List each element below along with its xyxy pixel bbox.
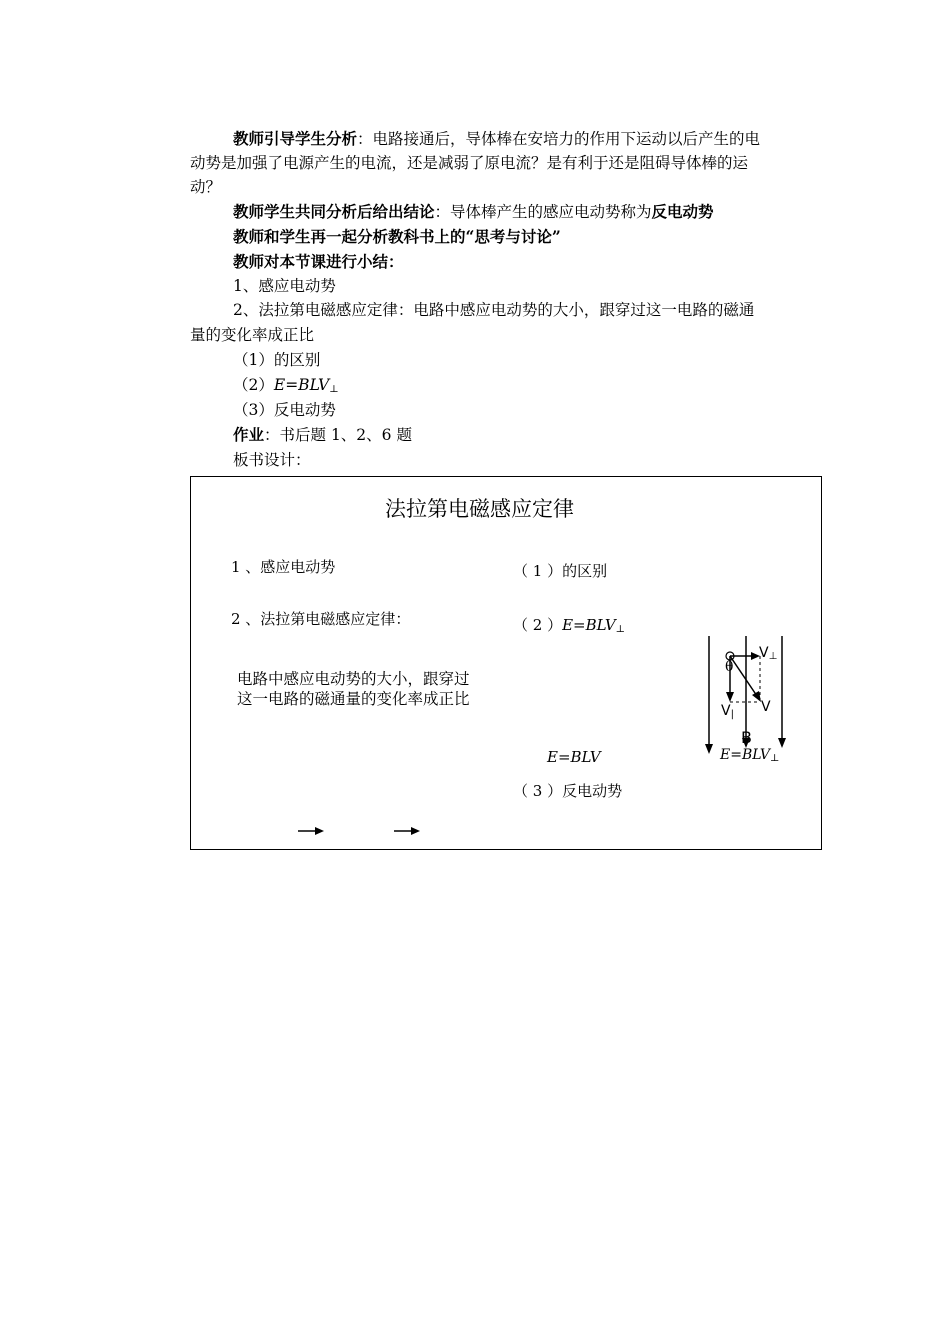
board-title: 法拉第电磁感应定律 xyxy=(385,497,574,521)
diagram-v-parallel-sub: | xyxy=(730,709,734,720)
field-line-icon xyxy=(705,636,713,754)
homework-line xyxy=(233,423,412,447)
diagram-formula-text: E=BLV xyxy=(720,747,770,763)
diagram-label-b: B xyxy=(741,728,752,747)
diagram-label-v-perp xyxy=(759,643,777,667)
paragraph-1-text-1: 电路接通后，导体棒在安培力的作用下运动以后产生的电 xyxy=(372,130,761,148)
summary-item-3: （3）反电动势 xyxy=(233,401,336,419)
paragraph-2-text: ：导体棒产生的感应电动势称为 xyxy=(434,203,652,221)
board-formula-perp: E=BLV xyxy=(562,616,616,634)
formula-subscript-perp: ⊥ xyxy=(329,384,339,395)
field-line-icon xyxy=(778,636,786,748)
paragraph-1-line-2: 动势是加强了电源产生的电流，还是减弱了原电流？是有利于还是阻碍导体棒的运 xyxy=(190,154,749,172)
paragraph-2 xyxy=(233,200,714,224)
label-conclusion: 教师学生共同分析后给出结论 xyxy=(233,202,435,221)
diagram-v-perp: V xyxy=(759,645,769,661)
arrow-right-icon xyxy=(394,827,420,835)
v-perp-arrow-icon xyxy=(730,652,760,660)
board-formula-mid: E=BLV xyxy=(547,748,601,766)
summary-item-2a: （1）的区别 xyxy=(233,351,321,369)
diagram-v-parallel: V xyxy=(721,703,731,719)
summary-item-2-line-1: 2、法拉第电磁感应定律：电路中感应电动势的大小，跟穿过这一电路的磁通 xyxy=(233,301,755,319)
label-teacher-guides: 教师引导学生分析 xyxy=(233,129,358,148)
board-right-item-1: （ 1 ）的区别 xyxy=(513,562,608,580)
summary-item-2b-prefix: （2） xyxy=(233,376,274,394)
paragraph-1-line-1 xyxy=(233,127,760,151)
summary-item-2-line-2: 量的变化率成正比 xyxy=(190,326,315,344)
board-law-text: 电路中感应电动势的大小，跟穿过这一电路的磁通量的变化率成正比 xyxy=(237,670,470,708)
paragraph-4-summary-heading: 教师对本节课进行小结： xyxy=(233,252,404,271)
diagram-formula-sub: ⊥ xyxy=(769,753,780,764)
board-formula-perp-sub: ⊥ xyxy=(615,624,626,635)
homework-text: ：书后题 1、2、6 题 xyxy=(264,426,412,444)
formula-e-blv: E=BLV xyxy=(273,376,330,394)
colon: ： xyxy=(357,130,373,148)
diagram-label-theta: θ xyxy=(725,659,734,675)
arrow-right-icon xyxy=(298,827,324,835)
label-homework: 作业 xyxy=(233,425,265,444)
diagram-label-v: V xyxy=(761,699,771,715)
term-back-emf: 反电动势 xyxy=(651,202,714,221)
board-design-label: 板书设计： xyxy=(233,451,311,469)
board-item-2: 2 、法拉第电磁感应定律： xyxy=(231,610,411,628)
board-right-item-3: （ 3 ）反电动势 xyxy=(513,782,623,800)
diagram-label-v-parallel xyxy=(721,701,734,725)
paragraph-3: 教师和学生再一起分析教科书上的“思考与讨论” xyxy=(233,227,561,246)
board-design-box xyxy=(190,476,822,850)
paragraph-1-line-3: 动？ xyxy=(190,178,222,196)
diagram-v-perp-sub: ⊥ xyxy=(768,651,778,662)
diagram-formula xyxy=(720,745,779,769)
summary-item-1: 1、感应电动势 xyxy=(233,277,336,295)
board-item-1: 1 、感应电动势 xyxy=(231,558,336,576)
board-right-item-2-prefix: （ 2 ） xyxy=(513,616,563,634)
